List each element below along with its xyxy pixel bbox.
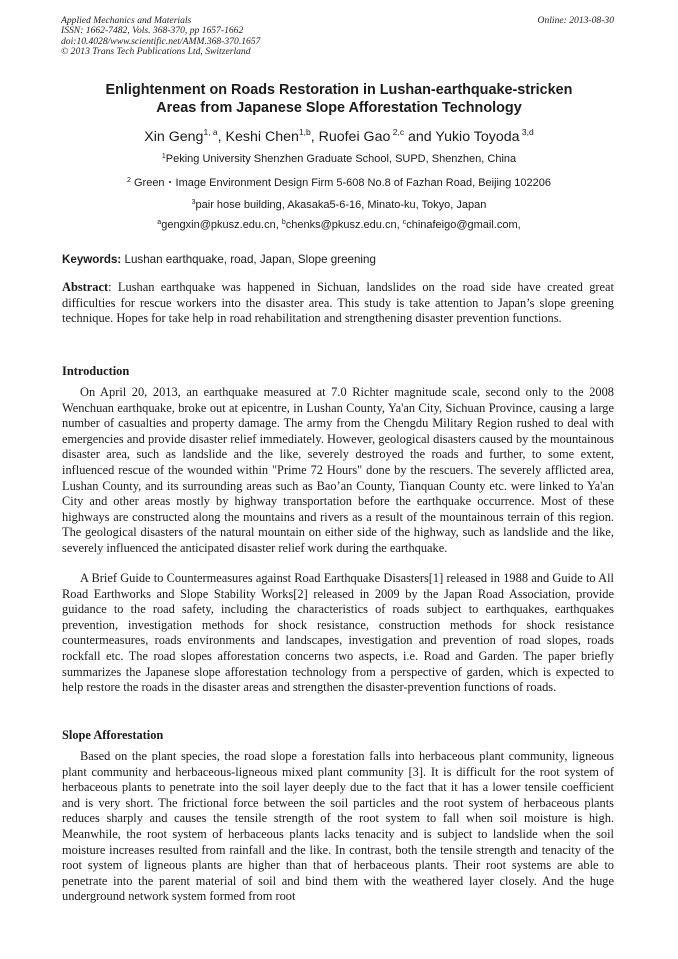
affiliation-2: $^2$ Green・Image Environment Design Firm 5-608 No.8 of Fazhan Road, Beijing 102206 xyxy=(127,177,551,189)
email-link[interactable]: chenks@pkusz.edu.cn, xyxy=(285,219,403,231)
online-date: Online: 2013-08-30 xyxy=(537,15,614,26)
title-line-1: Enlightenment on Roads Restoration in Lushan-earthquake-stricken xyxy=(105,82,573,98)
keywords-label: Keywords: xyxy=(62,253,122,266)
author-sup: 3,d xyxy=(519,127,534,137)
abstract-label: Abstract xyxy=(62,280,109,294)
author-list: Xin Geng$^{1, a}$, Keshi Chen$^{1,b}$, Ruofei Gao $^{2,c}$ and Yukio Toyoda $^{3,d}$ xyxy=(144,127,534,145)
journal-name: Applied Mechanics and Materials xyxy=(61,15,192,26)
keywords xyxy=(62,253,614,267)
author-name: Ruofei Gao xyxy=(318,129,391,145)
email-link[interactable]: gengxin@pkusz.edu.cn, xyxy=(161,219,282,231)
copyright-line: © 2013 Trans Tech Publications Ltd, Switzerland xyxy=(61,46,251,58)
author-name: Yukio Toyoda xyxy=(435,129,520,145)
author-sup: 1, a xyxy=(203,127,218,137)
author-sup: 1,b xyxy=(298,127,311,137)
title-line-2: Areas from Japanese Slope Afforestation Technology xyxy=(156,100,522,116)
page-header xyxy=(61,16,614,58)
intro-paragraph-2: A Brief Guide to Countermeasures against Road Earthquake Disasters[1] released in 1988 and Guide to All Road Earthworks and Slope Stability Works[2] released in 2009 by the Japan Road Association, provide guidance to the road safety, including the characteristics of roads subject to earthquakes, earthquakes prevention, investigation methods for shock resistance, construction methods for shock resistance countermeasures, roads environments and landscapes, investigation and prevention of road slopes, roads rockfall etc. The road slopes afforestation concerns two aspects, i.e. Road and Garden. The paper briefly summarizes the Japanese slope afforestation technology from a perspective of garden, which is expected to help restore the roads in the disaster areas and strengthen the disaster-prevention functions of roads. xyxy=(62,571,614,695)
paper-title xyxy=(40,81,638,117)
email-link[interactable]: chinafeigo@gmail.com, xyxy=(406,219,521,231)
affiliation-3: $^3$pair hose building, Akasaka5-6-16, Minato-ku, Tokyo, Japan xyxy=(191,199,487,211)
section-heading-slope-afforestation: Slope Afforestation xyxy=(62,728,164,742)
author-name: Keshi Chen xyxy=(225,129,299,145)
abstract-text: : Lushan earthquake was happened in Sichuan, landslides on the road side have created great difficulties for rescue workers into the disaster area. This study is take attention to Japan’s slope greening technique. Hopes for take help in road rehabilitation and strengthening disaster prevention functions. xyxy=(62,280,614,326)
author-name: Xin Geng xyxy=(144,129,204,145)
intro-paragraph-1: On April 20, 2013, an earthquake measured at 7.0 Richter magnitude scale, second only to the 2008 Wenchuan earthquake, broke out at epicentre, in Lushan County, Ya'an City, Sichuan Province, causing a large number of casualties and property damage. The army from the Chengdu Military Region rushed to deal with emergencies and provide disaster relief immediately. However, geological disasters caused by the mountainous disaster area, such as landslide and the like, severely destroyed the roads and further, to some extent, influenced rescue of the wounded within "Prime 72 Hours" done by the rescuers. The severely afflicted area, Lushan County, and its surrounding areas such as Bao’an County, Tianquan County etc. were linked to Ya'an City and other areas mostly by highway transportation before the earthquake occurrence. Most of these highways are constructed along the mountains and rivers as a result of the mountainous terrain of this region. The geological disasters of the natural mountain on either side of the highway, such as landslide and the like, severely influenced the anticipated disaster relief work during the earthquake. xyxy=(62,385,614,555)
doi-line[interactable]: doi:10.4028/www.scientific.net/AMM.368-370.1657 xyxy=(61,35,261,47)
slope-paragraph-1: Based on the plant species, the road slope a forestation falls into herbaceous plant community, ligneous plant community and herbaceous-ligneous mixed plant community [3]. It is difficult for the root system of herbaceous plants to penetrate into the soil layer deeply due to the fact that it has a lower tensile coefficient and is very short. The frictional force between the soil particles and the root system of herbaceous plants reduces sharply and causes the tensile strength of the root system to fall when soil moisture is high. Meanwhile, the root system of herbaceous plants lacks tenacity and is subject to landslide when the soil moisture increases resulted from rainfall and the like. In contrast, both the tensile strength and tenacity of the root system of ligneous plants are higher than that of herbaceous plants. Their root systems are able to penetrate into the parent material of soil and bind them with the weathered layer closely. And the huge underground network system formed from root xyxy=(62,749,614,904)
author-emails: $^a$gengxin@pkusz.edu.cn, $^b$chenks@pkusz.edu.cn, $^c$chinafeigo@gmail.com, xyxy=(157,219,521,231)
affiliation-1: $^1$Peking University Shenzhen Graduate School, SUPD, Shenzhen, China xyxy=(161,153,517,165)
keywords-text: Lushan earthquake, road, Japan, Slope greening xyxy=(121,253,376,266)
section-heading-introduction: Introduction xyxy=(62,364,130,378)
abstract xyxy=(62,280,614,327)
author-sup: 2,c xyxy=(390,127,405,137)
issn-line: ISSN: 1662-7482, Vols. 368-370, pp 1657-1662 xyxy=(61,25,244,37)
